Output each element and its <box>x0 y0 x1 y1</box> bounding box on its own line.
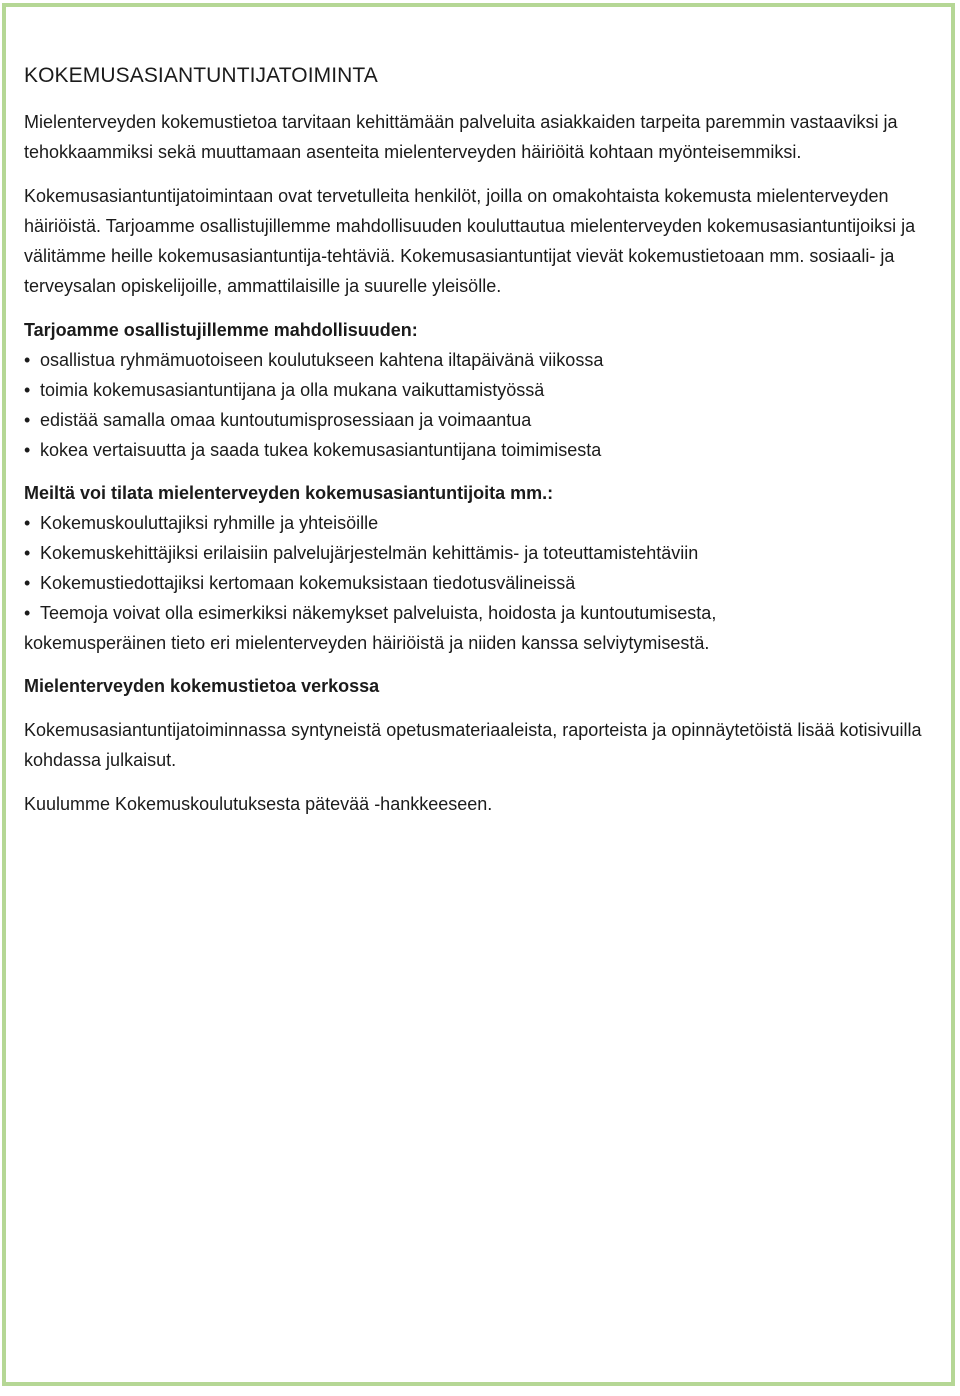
order-continuation: kokemusperäinen tieto eri mielenterveyden häiriöistä ja niiden kanssa selviytymisestä. <box>24 633 710 653</box>
order-heading: Meiltä voi tilata mielenterveyden kokemusasiantuntijoita mm.: <box>24 483 554 503</box>
online-heading: Mielenterveyden kokemustietoa verkossa <box>24 676 380 696</box>
order-list <box>24 508 936 628</box>
bullet-icon: • <box>24 380 31 400</box>
list-item <box>24 405 936 435</box>
list-item-text: Kokemustiedottajiksi kertomaan kokemuksistaan tiedotusvälineissä <box>40 573 576 593</box>
bullet-icon: • <box>24 603 31 623</box>
list-item-text: osallistua ryhmämuotoiseen koulutukseen kahtena iltapäivänä viikossa <box>40 350 604 370</box>
list-item <box>24 568 936 598</box>
list-item-text: Kokemuskouluttajiksi ryhmille ja yhteisöille <box>40 513 379 533</box>
list-item <box>24 538 936 568</box>
description-paragraph: Kokemusasiantuntijatoimintaan ovat tervetulleita henkilöt, joilla on omakohtaista kokemusta mielenterveyden häiriöistä. Tarjoamme osallistujillemme mahdollisuuden kouluttautua mielenterveyden kokemusasiantuntijoiksi ja välitämme heille kokemusasiantuntija-tehtäviä. Kokemusasiantuntijat vievät kokemustietoaan mm. sosiaali- ja terveysalan opiskelijoille, ammattilaisille ja suurelle yleisölle. <box>24 186 916 296</box>
bullet-icon: • <box>24 543 31 563</box>
online-paragraph: Kokemusasiantuntijatoiminnassa syntyneistä opetusmateriaaleista, raporteista ja opinnäytetöistä lisää kotisivuilla kohdassa julkaisut. <box>24 720 922 770</box>
bullet-icon: • <box>24 410 31 430</box>
list-item-text: Kokemuskehittäjiksi erilaisiin palvelujärjestelmän kehittämis- ja toteuttamistehtäviin <box>40 543 699 563</box>
list-item <box>24 435 936 465</box>
list-item <box>24 375 936 405</box>
footer-paragraph: Kuulumme Kokemuskoulutuksesta pätevää -hankkeeseen. <box>24 794 493 814</box>
bullet-icon: • <box>24 513 31 533</box>
list-item-text: kokea vertaisuutta ja saada tukea kokemusasiantuntijana toimimisesta <box>40 440 602 460</box>
list-item <box>24 598 936 628</box>
bullet-icon: • <box>24 440 31 460</box>
document-body <box>24 62 936 819</box>
list-item-text: Teemoja voivat olla esimerkiksi näkemykset palveluista, hoidosta ja kuntoutumisesta, <box>40 603 717 623</box>
intro-paragraph: Mielenterveyden kokemustietoa tarvitaan kehittämään palveluita asiakkaiden tarpeita paremmin vastaaviksi ja tehokkaammiksi sekä muuttamaan asenteita mielenterveyden häiriöitä kohtaan myönteisemmiksi. <box>24 112 898 162</box>
bullet-icon: • <box>24 350 31 370</box>
list-item <box>24 345 936 375</box>
page-title: KOKEMUSASIANTUNTIJATOIMINTA <box>24 64 378 87</box>
list-item <box>24 508 936 538</box>
bullet-icon: • <box>24 573 31 593</box>
list-item-text: edistää samalla omaa kuntoutumisprosessiaan ja voimaantua <box>40 410 532 430</box>
offer-heading: Tarjoamme osallistujillemme mahdollisuuden: <box>24 320 418 340</box>
list-item-text: toimia kokemusasiantuntijana ja olla mukana vaikuttamistyössä <box>40 380 545 400</box>
offer-list <box>24 345 936 465</box>
